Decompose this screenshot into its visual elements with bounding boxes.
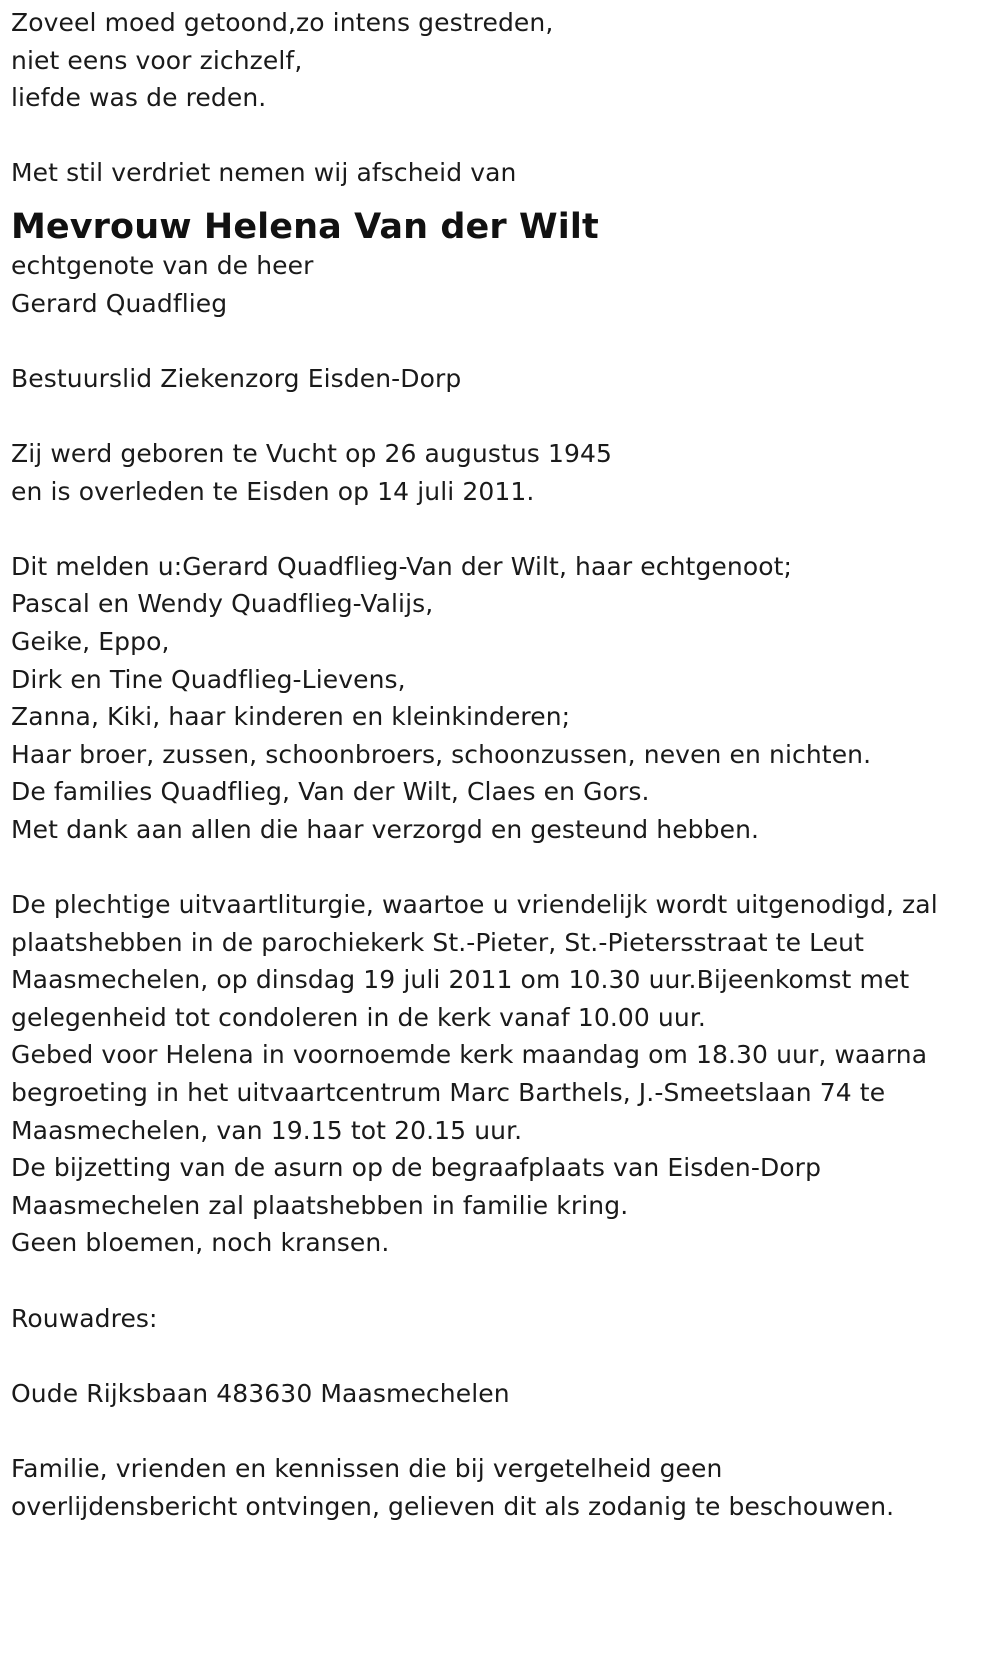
poem — [11, 4, 996, 117]
ceremony-line: Geen bloemen, noch kransen. — [11, 1228, 390, 1258]
spacer — [11, 322, 996, 360]
deceased-name: Mevrouw Helena Van der Wilt — [11, 206, 599, 247]
family-line: Pascal en Wendy Quadflieg-Valijs, — [11, 589, 434, 619]
ceremony-line: Maasmechelen, van 19.15 tot 20.15 uur. — [11, 1115, 523, 1145]
ceremony-line: De bijzetting van de asurn op de begraafplaats van Eisden-Dorp — [11, 1153, 822, 1183]
family-line: Zanna, Kiki, haar kinderen en kleinkinderen; — [11, 702, 571, 732]
spacer — [11, 1262, 996, 1300]
role-text: Bestuurslid Ziekenzorg Eisden-Dorp — [11, 363, 462, 393]
family-line: De families Quadflieg, Van der Wilt, Claes en Gors. — [11, 777, 650, 807]
ceremony-block — [11, 886, 996, 1262]
dates-block — [11, 435, 996, 510]
spacer — [11, 848, 996, 886]
spacer — [11, 510, 996, 548]
family-line: Dirk en Tine Quadflieg-Lievens, — [11, 664, 406, 694]
ceremony-line: De plechtige uitvaartliturgie, waartoe u vriendelijk wordt uitgenodigd, zal — [11, 890, 938, 920]
address-label: Rouwadres: — [11, 1303, 158, 1333]
closing-line: overlijdensbericht ontvingen, gelieven dit als zodanig te beschouwen. — [11, 1491, 895, 1521]
ceremony-line: begroeting in het uitvaartcentrum Marc Barthels, J.-Smeetslaan 74 te — [11, 1078, 886, 1108]
address-text: Oude Rijksbaan 483630 Maasmechelen — [11, 1378, 510, 1408]
poem-line: niet eens voor zichzelf, — [11, 45, 303, 75]
spacer — [11, 117, 996, 155]
spacer — [11, 1412, 996, 1450]
dates-line: en is overleden te Eisden op 14 juli 2011. — [11, 476, 535, 506]
spacer — [11, 397, 996, 435]
family-line: Met dank aan allen die haar verzorgd en gesteund hebben. — [11, 814, 760, 844]
spouse-block — [11, 247, 996, 322]
closing-block — [11, 1450, 996, 1525]
ceremony-line: plaatshebben in de parochiekerk St.-Pieter, St.-Pietersstraat te Leut — [11, 927, 865, 957]
family-line: Haar broer, zussen, schoonbroers, schoonzussen, neven en nichten. — [11, 739, 872, 769]
spacer — [11, 1337, 996, 1375]
ceremony-line: Gebed voor Helena in voornoemde kerk maandag om 18.30 uur, waarna — [11, 1040, 928, 1070]
ceremony-line: Maasmechelen, op dinsdag 19 juli 2011 om 10.30 uur.Bijeenkomst met — [11, 965, 910, 995]
spouse-line: Gerard Quadflieg — [11, 288, 228, 318]
intro-text: Met stil verdriet nemen wij afscheid van — [11, 158, 517, 188]
family-line: Geike, Eppo, — [11, 626, 170, 656]
ceremony-line: Maasmechelen zal plaatshebben in familie kring. — [11, 1190, 629, 1220]
spouse-line: echtgenote van de heer — [11, 250, 314, 280]
closing-line: Familie, vrienden en kennissen die bij vergetelheid geen — [11, 1453, 723, 1483]
dates-line: Zij werd geboren te Vucht op 26 augustus 1945 — [11, 438, 612, 468]
ceremony-line: gelegenheid tot condoleren in de kerk vanaf 10.00 uur. — [11, 1002, 706, 1032]
obituary-document — [11, 4, 996, 1525]
family-line: Dit melden u:Gerard Quadflieg-Van der Wilt, haar echtgenoot; — [11, 551, 793, 581]
family-block — [11, 548, 996, 849]
poem-line: Zoveel moed getoond,zo intens gestreden, — [11, 8, 554, 37]
poem-line: liefde was de reden. — [11, 83, 267, 113]
